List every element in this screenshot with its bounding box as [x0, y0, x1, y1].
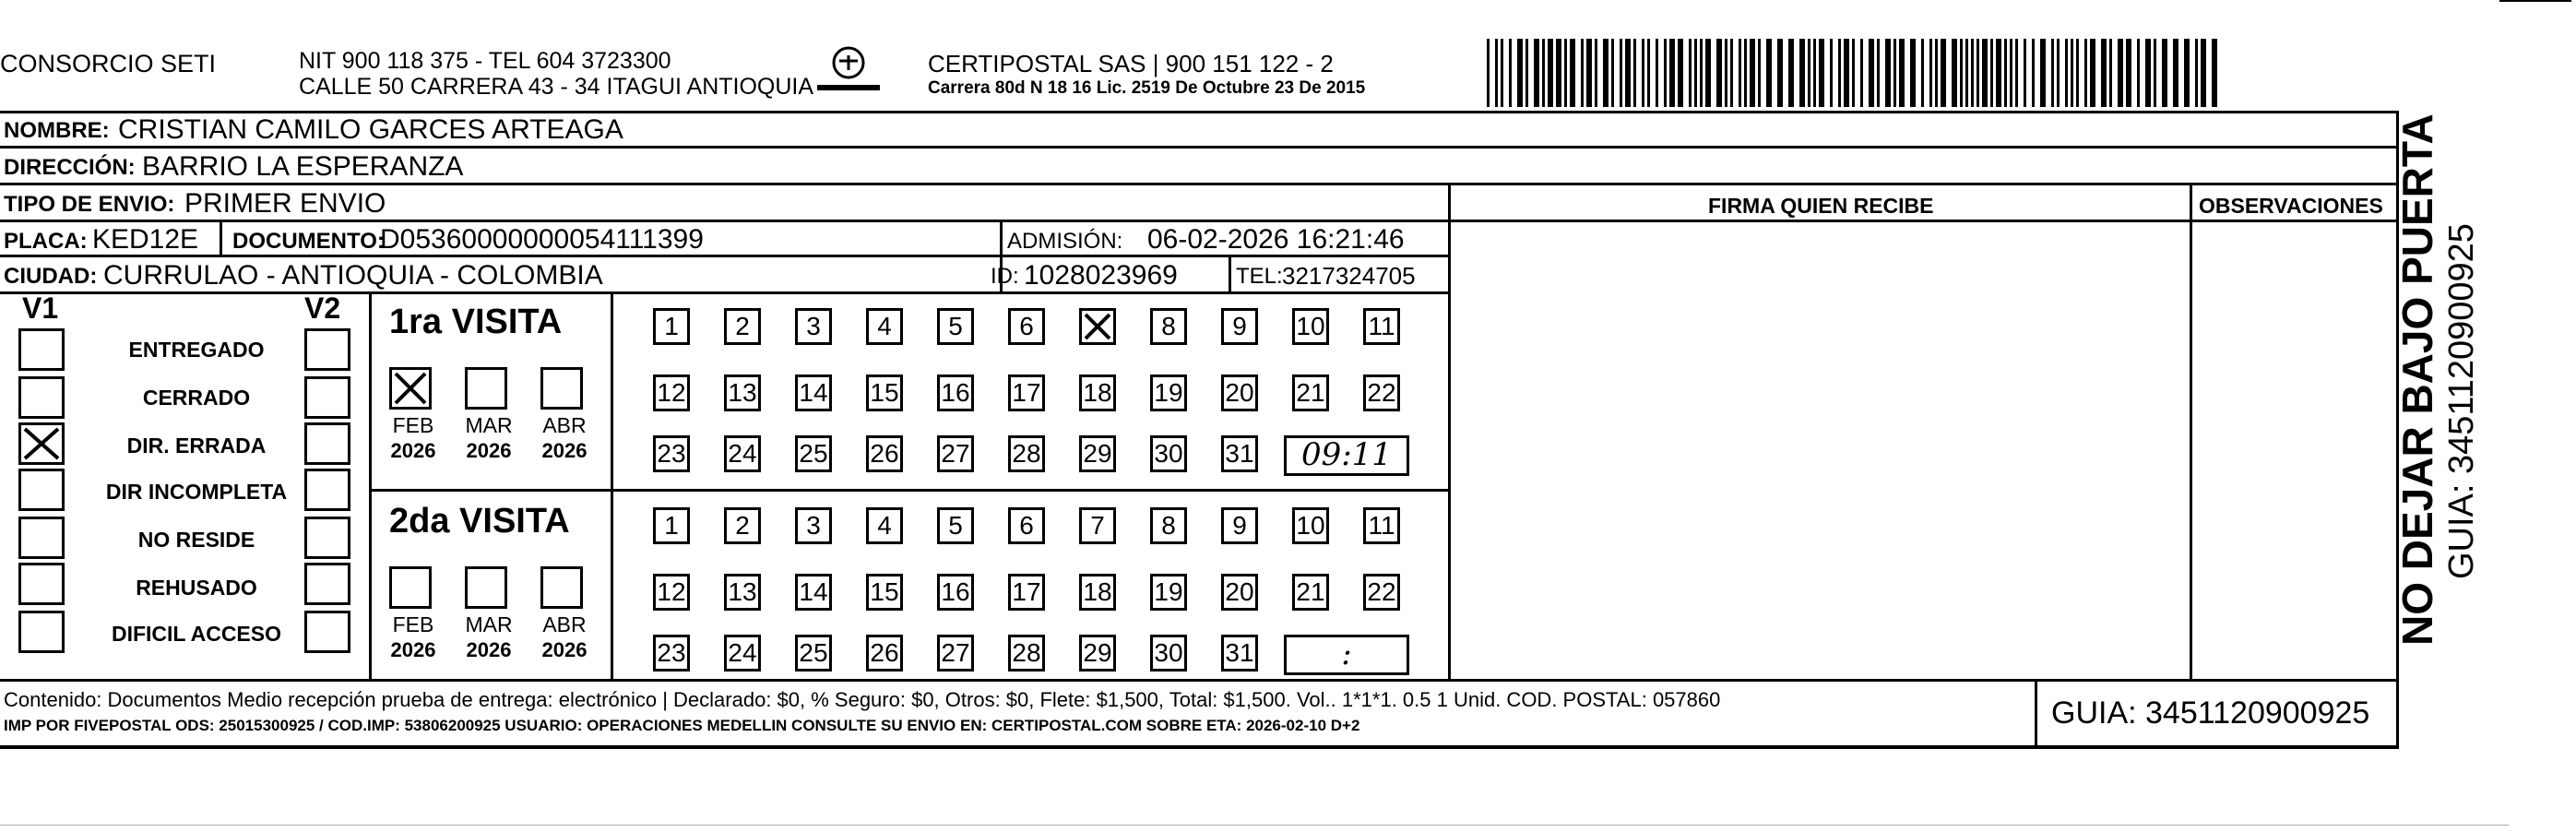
day-box[interactable]: [1008, 435, 1045, 472]
day-box[interactable]: [724, 374, 761, 411]
tel-sep: [1229, 256, 1231, 291]
day-box[interactable]: [866, 435, 903, 472]
carrier-line1: CERTIPOSTAL SAS | 900 151 122 - 2: [928, 50, 1334, 77]
obs-left-border: [2190, 183, 2192, 681]
month-year: 2026: [466, 439, 512, 462]
month-checkbox[interactable]: [465, 367, 507, 410]
day-number: 28: [1012, 638, 1041, 667]
day-box[interactable]: [795, 435, 832, 472]
day-number: 15: [870, 378, 899, 407]
day-box[interactable]: [795, 374, 832, 411]
day-box[interactable]: [1221, 507, 1258, 544]
day-box[interactable]: [1008, 507, 1045, 544]
documento-label: DOCUMENTO:: [232, 229, 385, 254]
v2-checkbox[interactable]: [304, 376, 350, 419]
day-box[interactable]: [1150, 308, 1187, 345]
day-box[interactable]: [1079, 635, 1116, 672]
tel-value: 3217324705: [1282, 262, 1416, 290]
v2-label: V2: [304, 291, 341, 325]
day-box[interactable]: [1363, 374, 1400, 411]
day-box[interactable]: [724, 507, 761, 544]
day-number: 20: [1225, 378, 1254, 407]
tipo-value: PRIMER ENVIO: [184, 188, 386, 219]
visit-title: 2da VISITA: [389, 502, 570, 541]
day-box[interactable]: [1008, 635, 1045, 672]
day-box[interactable]: [866, 574, 903, 611]
day-box[interactable]: [1292, 308, 1329, 345]
day-number: 23: [657, 439, 686, 468]
day-box[interactable]: [1079, 308, 1116, 345]
v1-checkbox[interactable]: [18, 469, 65, 511]
placa-label: PLACA:: [4, 229, 88, 254]
day-box[interactable]: [795, 507, 832, 544]
visit-sep: [369, 489, 1448, 492]
day-box[interactable]: [1292, 574, 1329, 611]
company-name: CONSORCIO SETI: [0, 50, 217, 77]
day-number: 29: [1083, 638, 1112, 667]
id-label: ID:: [991, 264, 1019, 289]
day-number: 12: [657, 577, 686, 606]
day-number: 19: [1154, 378, 1183, 407]
day-number: 8: [1161, 312, 1176, 340]
day-box[interactable]: [1150, 574, 1187, 611]
month-checkbox[interactable]: [389, 367, 432, 410]
day-number: 20: [1225, 577, 1254, 606]
day-number: 30: [1154, 439, 1183, 468]
day-number: 19: [1154, 577, 1183, 606]
day-number: 8: [1161, 511, 1176, 540]
v2-checkbox[interactable]: [304, 328, 350, 371]
status-label: DIR INCOMPLETA: [105, 480, 288, 504]
day-box[interactable]: [653, 374, 690, 411]
day-number: 23: [657, 638, 686, 667]
day-box[interactable]: [1292, 507, 1329, 544]
day-box[interactable]: [1221, 308, 1258, 345]
day-number: 1: [664, 312, 679, 340]
nombre-label: NOMBRE:: [4, 118, 110, 143]
status-label: DIFICIL ACCESO: [111, 622, 281, 646]
day-number: 22: [1367, 577, 1396, 606]
day-box[interactable]: [724, 308, 761, 345]
day-number: 14: [799, 378, 828, 407]
day-box[interactable]: [724, 635, 761, 672]
day-number: 17: [1012, 577, 1041, 606]
day-box[interactable]: [795, 308, 832, 345]
day-box[interactable]: [937, 435, 974, 472]
day-box[interactable]: [795, 635, 832, 672]
nit-line: NIT 900 118 375 - TEL 604 3723300: [299, 48, 671, 74]
day-number: 13: [728, 577, 757, 606]
day-box[interactable]: [866, 635, 903, 672]
time-field[interactable]: :: [1284, 635, 1409, 675]
v1-label: V1: [22, 291, 59, 325]
month-label: FEB: [392, 413, 434, 437]
month-label: FEB: [392, 612, 434, 636]
months-sep: [611, 291, 613, 679]
placa-sep: [220, 220, 222, 256]
day-number: 10: [1296, 312, 1325, 340]
day-number: 25: [799, 638, 828, 667]
observaciones-header: OBSERVACIONES: [2199, 194, 2383, 218]
visit-title: 1ra VISITA: [389, 303, 563, 341]
day-number: 6: [1019, 511, 1034, 540]
status-label: CERRADO: [142, 386, 251, 410]
barcode: [1487, 39, 2221, 107]
v2-checkbox[interactable]: [304, 469, 350, 511]
documento-value: D05360000000054111399: [380, 224, 704, 255]
day-box[interactable]: [724, 574, 761, 611]
frame-bottom: [0, 745, 2399, 749]
firma-header-rule: [1446, 220, 2398, 222]
ciudad-label: CIUDAD:: [4, 264, 98, 289]
v1-checkbox[interactable]: [18, 517, 65, 559]
month-label: MAR: [465, 612, 513, 636]
month-year: 2026: [390, 439, 436, 462]
day-box[interactable]: [937, 507, 974, 544]
month-checkbox[interactable]: [389, 566, 432, 609]
bottom-rule: [0, 825, 2509, 826]
day-number: 22: [1367, 378, 1396, 407]
day-box[interactable]: [1079, 374, 1116, 411]
admision-label: ADMISIÓN:: [1007, 229, 1123, 254]
day-box[interactable]: [653, 435, 690, 472]
day-box[interactable]: [795, 574, 832, 611]
month-year: 2026: [541, 638, 588, 661]
status-sep: [369, 291, 372, 679]
time-field[interactable]: 09:11: [1284, 435, 1409, 476]
day-box[interactable]: [1079, 435, 1116, 472]
id-value: 1028023969: [1024, 260, 1178, 291]
status-label: ENTREGADO: [128, 338, 265, 362]
day-number: 17: [1012, 378, 1041, 407]
day-number: 3: [806, 511, 821, 540]
row-rule-2: [0, 183, 2398, 185]
firma-left-border: [1448, 183, 1451, 681]
day-box[interactable]: [653, 635, 690, 672]
day-number: 4: [877, 511, 892, 540]
day-box[interactable]: [1150, 374, 1187, 411]
address-line: CALLE 50 CARRERA 43 - 34 ITAGUI ANTIOQUIA: [299, 74, 814, 100]
day-number: 24: [728, 638, 757, 667]
day-number: 1: [664, 511, 679, 540]
day-number: 12: [657, 378, 686, 407]
no-dejar-warning: NO DEJAR BAJO PUERTA: [2393, 113, 2441, 646]
row-rule-footer: [0, 679, 2398, 682]
day-number: 5: [948, 312, 963, 340]
firma-header: FIRMA QUIEN RECIBE: [1708, 194, 1934, 218]
tipo-label: TIPO DE ENVIO:: [4, 192, 175, 217]
v2-checkbox[interactable]: [304, 517, 350, 559]
day-box[interactable]: [866, 374, 903, 411]
v2-checkbox[interactable]: [304, 563, 350, 605]
day-box[interactable]: [1008, 308, 1045, 345]
status-label: NO RESIDE: [137, 528, 255, 552]
day-number: 11: [1368, 511, 1395, 540]
corner-rule: [2499, 0, 2571, 2]
v1-checkbox[interactable]: [18, 611, 65, 653]
day-box[interactable]: [866, 308, 903, 345]
day-number: 15: [870, 577, 899, 606]
day-number: 2: [735, 511, 750, 540]
day-box[interactable]: [1008, 374, 1045, 411]
day-number: 27: [941, 638, 970, 667]
direccion-value: BARRIO LA ESPERANZA: [142, 151, 464, 182]
day-number: 6: [1019, 312, 1034, 340]
month-label: ABR: [542, 612, 587, 636]
month-checkbox[interactable]: [540, 566, 583, 609]
day-box[interactable]: [1221, 574, 1258, 611]
day-box[interactable]: [1363, 507, 1400, 544]
day-number: 21: [1296, 378, 1325, 407]
day-number: 18: [1083, 577, 1112, 606]
month-label: MAR: [465, 413, 513, 437]
day-box[interactable]: [1150, 635, 1187, 672]
day-number: 5: [948, 511, 963, 540]
day-number: 31: [1225, 638, 1254, 667]
admision-value: 06-02-2026 16:21:46: [1147, 224, 1405, 255]
day-box[interactable]: [1221, 374, 1258, 411]
month-checkbox[interactable]: [540, 367, 583, 410]
day-box[interactable]: [1363, 574, 1400, 611]
day-number: 2: [735, 312, 750, 340]
day-number: 16: [941, 378, 970, 407]
guia-box: GUIA: 3451120900925: [2051, 695, 2370, 731]
day-box[interactable]: [937, 635, 974, 672]
imp-line: IMP POR FIVEPOSTAL ODS: 25015300925 / COD.IMP: 53806200925 USUARIO: OPERACIONES MEDELLIN CONSULTE SU ENVIO EN: CERTIPOSTAL.COM SOBRE ETA: 2026-02-10 D+2: [4, 717, 1360, 734]
day-box[interactable]: [1363, 308, 1400, 345]
day-number: 10: [1296, 511, 1325, 540]
month-label: ABR: [542, 413, 587, 437]
day-number: 16: [941, 577, 970, 606]
status-label: REHUSADO: [136, 576, 257, 600]
day-number: 13: [728, 378, 757, 407]
month-year: 2026: [390, 638, 436, 661]
day-box[interactable]: [1221, 435, 1258, 472]
day-number: 21: [1296, 577, 1325, 606]
day-number: 24: [728, 439, 757, 468]
day-box[interactable]: [937, 574, 974, 611]
day-number: 9: [1232, 511, 1247, 540]
row-rule-1: [0, 146, 2398, 149]
frame-top: [0, 111, 2398, 113]
day-box[interactable]: [1008, 574, 1045, 611]
contenido-line: Contenido: Documentos Medio recepción prueba de entrega: electrónico | Declarado: $0, % Seguro: $0, Otros: $0, Flete: $1,500, Total: $1,500. Vol.. 1*1*1. 0.5 1 Unid. COD. POSTAL: 057860: [4, 688, 1721, 711]
v1-checkbox[interactable]: [18, 422, 65, 465]
month-year: 2026: [541, 439, 588, 462]
day-number: 4: [877, 312, 892, 340]
day-number: 26: [870, 638, 899, 667]
v1-checkbox[interactable]: [18, 328, 65, 371]
ciudad-value: CURRULAO - ANTIOQUIA - COLOMBIA: [103, 260, 603, 291]
day-number: 28: [1012, 439, 1041, 468]
tel-label: TEL:: [1236, 264, 1283, 289]
day-number: 18: [1083, 378, 1112, 407]
v2-checkbox[interactable]: [304, 611, 350, 653]
day-box[interactable]: [1079, 574, 1116, 611]
day-number: 3: [806, 312, 821, 340]
day-number: 9: [1232, 312, 1247, 340]
day-number: 31: [1225, 439, 1254, 468]
placa-value: KED12E: [92, 224, 199, 255]
day-number: 11: [1368, 312, 1395, 340]
day-box[interactable]: [1150, 507, 1187, 544]
month-year: 2026: [466, 638, 512, 661]
v2-checkbox[interactable]: [304, 422, 350, 465]
day-box[interactable]: [1221, 635, 1258, 672]
day-number: 25: [799, 439, 828, 468]
day-number: 7: [1090, 511, 1105, 540]
day-box[interactable]: [1150, 435, 1187, 472]
guia-box-sep: [2035, 679, 2037, 747]
day-box[interactable]: [653, 574, 690, 611]
status-label: DIR. ERRADA: [126, 434, 267, 458]
v1-checkbox[interactable]: [18, 376, 65, 419]
day-box[interactable]: [653, 308, 690, 345]
day-number: 26: [870, 439, 899, 468]
day-number: 29: [1083, 439, 1112, 468]
day-number: 27: [941, 439, 970, 468]
day-box[interactable]: [1079, 507, 1116, 544]
day-number: 30: [1154, 638, 1183, 667]
day-box[interactable]: [937, 374, 974, 411]
row-rule-5: [0, 291, 1448, 294]
day-box[interactable]: [866, 507, 903, 544]
side-guia: GUIA: 3451120900925: [2442, 223, 2481, 579]
day-box[interactable]: [653, 507, 690, 544]
v1-checkbox[interactable]: [18, 563, 65, 605]
day-box[interactable]: [937, 308, 974, 345]
certipostal-logo: [812, 42, 885, 100]
nombre-value: CRISTIAN CAMILO GARCES ARTEAGA: [118, 114, 623, 145]
day-box[interactable]: [1292, 374, 1329, 411]
direccion-label: DIRECCIÓN:: [4, 155, 136, 180]
day-box[interactable]: [724, 435, 761, 472]
month-checkbox[interactable]: [465, 566, 507, 609]
carrier-line2: Carrera 80d N 18 16 Lic. 2519 De Octubre 23 De 2015: [928, 78, 1366, 98]
day-number: 14: [799, 577, 828, 606]
